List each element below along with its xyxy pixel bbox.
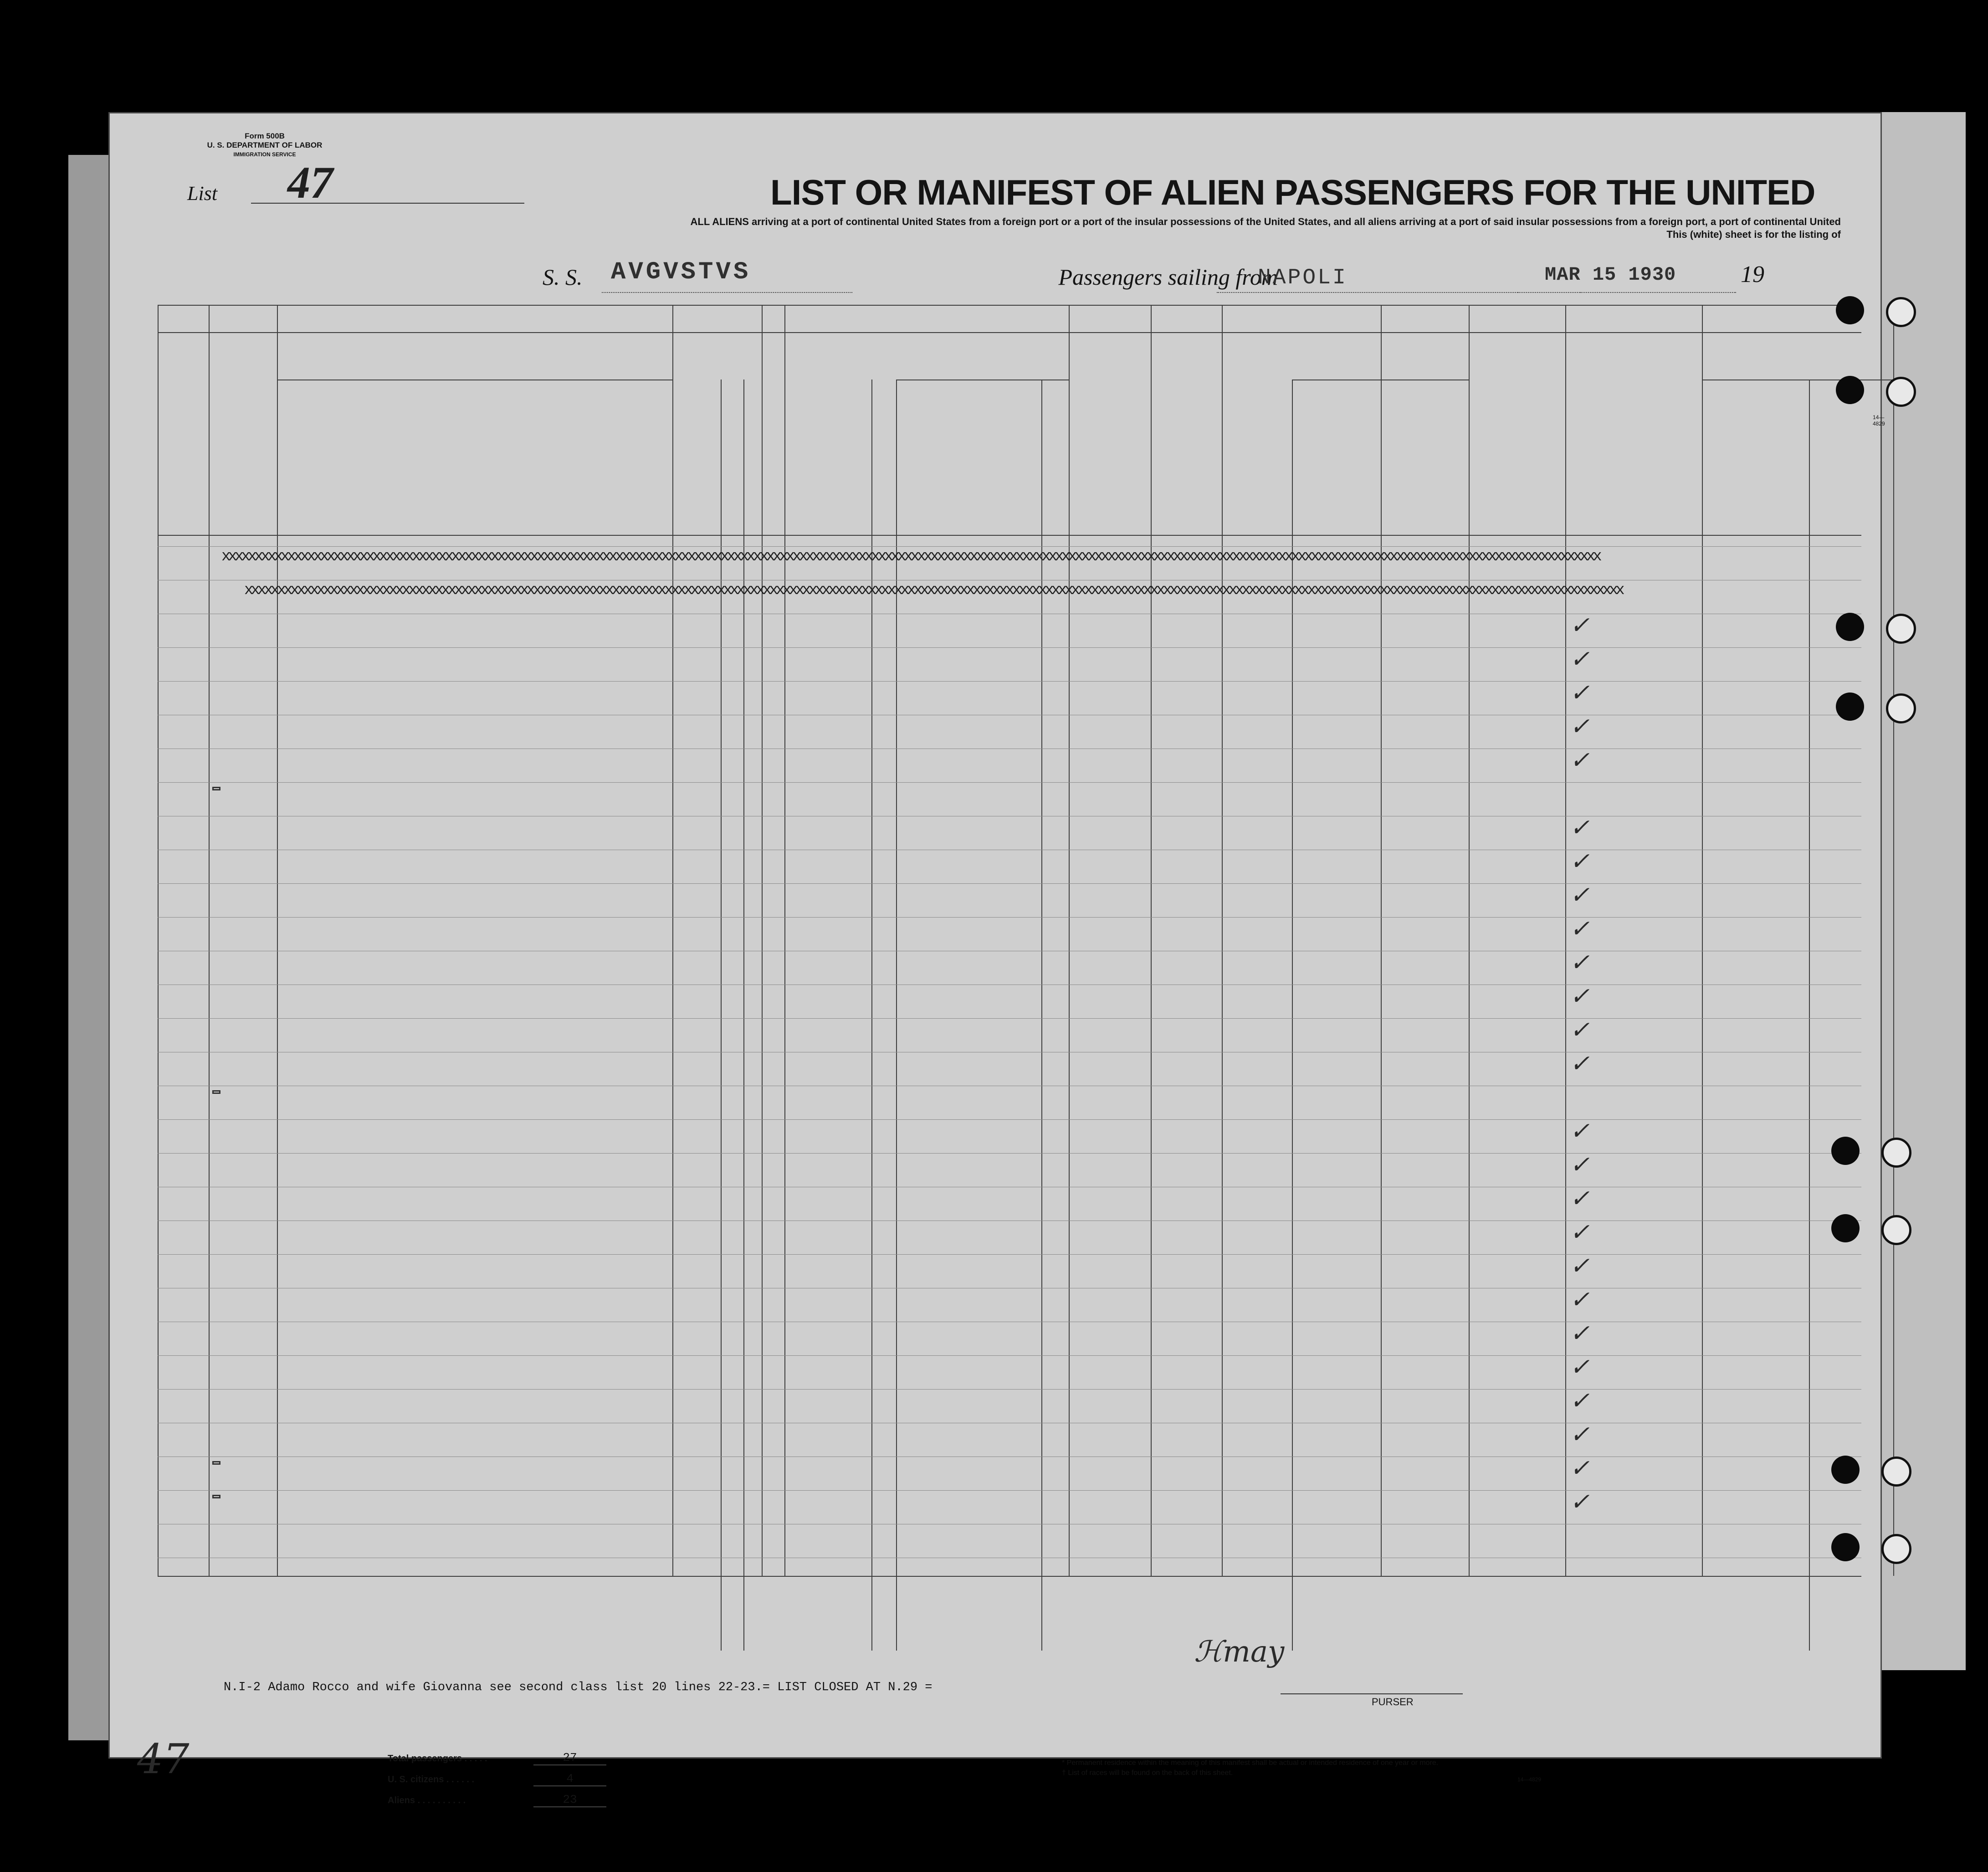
check-mark: ✓ (1570, 1016, 1590, 1044)
check-mark: ✓ (1570, 1354, 1590, 1381)
punch-hole (1886, 614, 1916, 644)
total-value: 23 (533, 1793, 606, 1807)
document-title: LIST OR MANIFEST OF ALIEN PASSENGERS FOR THE UNITED (770, 172, 1815, 212)
date-fill-line (1517, 292, 1736, 293)
subtitle-line-1: ALL ALIENS arriving at a port of continental United States from a foreign port or a port of the insular possessions of the United States, and all aliens arriving at a port of said insular possessions from a foreign port, a port of continental United (690, 216, 1841, 227)
column-divider (1381, 305, 1382, 1576)
handwritten-page-number: 47 (137, 1735, 190, 1783)
check-mark: ✓ (1570, 713, 1590, 740)
sailing-label: Passengers sailing from (1058, 264, 1278, 290)
purser-label: PURSER (1372, 1696, 1414, 1708)
column-divider (896, 380, 897, 1651)
form-header (174, 132, 356, 159)
form-code-bottom: 14—4829 (1517, 1776, 1542, 1783)
punch-hole (1836, 692, 1864, 721)
column-divider (871, 380, 872, 1651)
adjacent-page-edge-right (1879, 112, 1966, 1670)
sailing-port: NAPOLI (1258, 266, 1348, 290)
column-divider (1069, 305, 1070, 1576)
check-mark: ✓ (1570, 747, 1590, 774)
head-tax-us-citizen (212, 1495, 220, 1498)
total-value: 4 (533, 1772, 606, 1786)
sailing-date-stamp: MAR 15 1930 (1545, 264, 1676, 286)
check-mark: ✓ (1570, 848, 1590, 875)
ship-fill-line (602, 292, 852, 293)
row-line (158, 546, 1861, 547)
form-number: Form 500B (245, 132, 285, 140)
total-label: Aliens . . . . . . . . . . (388, 1795, 466, 1805)
check-mark: ✓ (1570, 915, 1590, 943)
column-divider (721, 380, 722, 1651)
check-mark: ✓ (1570, 1387, 1590, 1415)
punch-hole (1836, 613, 1864, 641)
header-top-line (158, 305, 1861, 306)
check-mark: ✓ (1570, 1185, 1590, 1212)
row-line (158, 1254, 1861, 1255)
check-mark: ✓ (1570, 1488, 1590, 1516)
row-line (158, 1153, 1861, 1154)
year-label: 19 (1741, 262, 1764, 287)
punch-hole (1881, 1534, 1911, 1564)
ship-prefix: S. S. (543, 264, 583, 290)
form-department: U. S. DEPARTMENT OF LABOR (207, 141, 323, 149)
row-line (158, 647, 1861, 648)
manifest-sheet (108, 112, 1885, 1806)
struck-row: xxxxxxxxxxxxxxxxxxxxxxxxxxxxxxxxxxxxxxxxxxxxxxxxxxxxxxxxxxxxxxxxxxxxxxxxxxxxxxxxxxxxxxxxxxxxxxxxxxxxxxxxxxxxxxxxxxxxxxxxxxxxxxxxxxxxxxxxxxxxxxxxxxxxxxxxxxxxxxxxxxxxxxxxxxxxxxxxxxxxxxxxxxxxxxxxxxxxxxxxxxxxxxxxxx (244, 582, 1622, 599)
check-mark: ✓ (1570, 646, 1590, 673)
punch-hole (1886, 297, 1916, 327)
punch-hole (1831, 1214, 1860, 1242)
head-tax-us-citizen (212, 787, 220, 790)
column-divider (1893, 305, 1894, 1576)
punch-hole (1831, 1533, 1860, 1561)
check-mark: ✓ (1570, 1118, 1590, 1145)
column-divider (672, 305, 673, 1576)
total-label: Total passengers . . . . . (388, 1754, 487, 1764)
closing-note: N.I-2 Adamo Rocco and wife Giovanna see second class list 20 lines 22-23.= LIST CLOSED AT N.29 = (224, 1681, 933, 1694)
total-label: U. S. citizens . . . . . . (388, 1775, 475, 1785)
row-line (158, 1355, 1861, 1356)
check-mark: ✓ (1570, 679, 1590, 707)
footnotes (1062, 1758, 1438, 1778)
row-line (158, 1018, 1861, 1019)
punch-hole (1836, 296, 1864, 324)
punch-hole (1836, 376, 1864, 404)
column-divider (209, 305, 210, 1576)
row-line (158, 1389, 1861, 1390)
check-mark: ✓ (1570, 882, 1590, 909)
column-divider (1469, 305, 1470, 1576)
punch-hole (1831, 1137, 1860, 1165)
table-bottom-line (158, 1576, 1861, 1577)
row-line (158, 883, 1861, 884)
column-divider (743, 380, 744, 1651)
form-code-top: 14—4829 (1873, 414, 1885, 427)
check-mark: ✓ (1570, 983, 1590, 1010)
footnote-races: † List of races will be found on the back of this sheet. (1062, 1769, 1233, 1777)
check-mark: ✓ (1570, 1151, 1590, 1179)
check-mark: ✓ (1570, 1455, 1590, 1482)
check-mark: ✓ (1570, 949, 1590, 976)
punch-hole (1881, 1215, 1911, 1245)
check-mark: ✓ (1570, 1421, 1590, 1448)
purser-signature: ℋmay (1194, 1635, 1285, 1669)
ship-name: AVGVSTVS (611, 258, 751, 286)
check-mark: ✓ (1570, 1252, 1590, 1280)
form-service: IMMIGRATION SERVICE (233, 151, 296, 158)
column-divider (158, 305, 159, 1576)
list-label: List (187, 182, 218, 205)
column-divider (277, 305, 278, 1576)
column-divider (762, 305, 763, 1576)
check-mark: ✓ (1570, 1286, 1590, 1313)
footnote-residence: * Permanent residence within the meaning of this manifest shall be actual or intended residence of one year or more. (1062, 1759, 1439, 1767)
head-tax-us-citizen (212, 1461, 220, 1465)
check-mark: ✓ (1570, 1219, 1590, 1246)
purser-signature-line (1281, 1693, 1463, 1694)
row-line (158, 1119, 1861, 1120)
head-tax-us-citizen (212, 1090, 220, 1094)
manifest-table (158, 305, 1861, 1576)
punch-hole (1881, 1138, 1911, 1168)
check-mark: ✓ (1570, 612, 1590, 639)
column-divider (1702, 305, 1703, 1576)
total-value: 27 (533, 1751, 606, 1765)
punch-hole (1886, 693, 1916, 723)
check-mark: ✓ (1570, 1050, 1590, 1077)
header-bottom-line (158, 535, 1861, 536)
column-divider (1222, 305, 1223, 1576)
punch-hole (1881, 1457, 1911, 1487)
row-line (158, 782, 1861, 783)
list-number: 47 (287, 157, 333, 208)
column-divider (1809, 380, 1810, 1651)
adjacent-page-edge-left (68, 155, 109, 1740)
struck-row: xxxxxxxxxxxxxxxxxxxxxxxxxxxxxxxxxxxxxxxxxxxxxxxxxxxxxxxxxxxxxxxxxxxxxxxxxxxxxxxxxxxxxxxxxxxxxxxxxxxxxxxxxxxxxxxxxxxxxxxxxxxxxxxxxxxxxxxxxxxxxxxxxxxxxxxxxxxxxxxxxxxxxxxxxxxxxxxxxxxxxxxxxxxxxxxxxxxxxxxxxxxxxxxxxx (221, 548, 1599, 565)
column-divider (1041, 380, 1042, 1651)
document-subtitle (447, 215, 1841, 241)
row-line (158, 917, 1861, 918)
column-divider (1292, 380, 1293, 1651)
column-divider (784, 305, 785, 1576)
header-number-line (158, 332, 1861, 333)
column-divider (1151, 305, 1152, 1576)
check-mark: ✓ (1570, 1320, 1590, 1347)
punch-hole (1831, 1456, 1860, 1484)
punch-hole (1886, 377, 1916, 407)
check-mark: ✓ (1570, 814, 1590, 841)
row-line (158, 1490, 1861, 1491)
subtitle-line-2: This (white) sheet is for the listing of (1666, 229, 1841, 240)
row-line (158, 681, 1861, 682)
column-divider (1565, 305, 1566, 1576)
